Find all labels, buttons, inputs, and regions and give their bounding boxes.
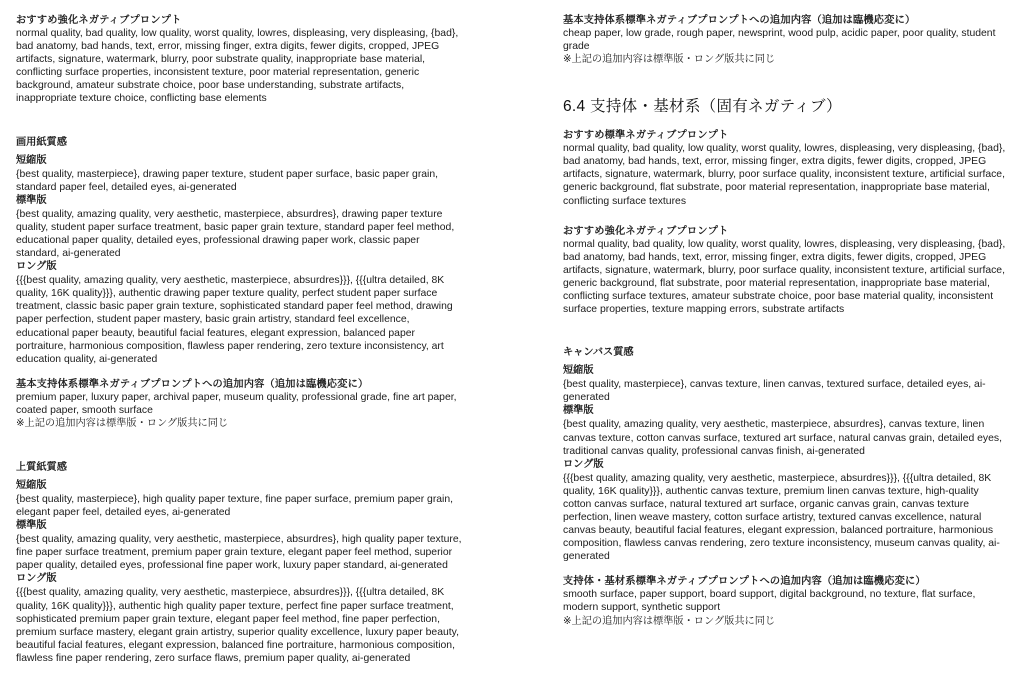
drawing-paper-addition-note: ※上記の追加内容は標準版・ロング版共に同じ bbox=[16, 417, 229, 429]
fine-paper-standard-label: 標準版 bbox=[16, 520, 47, 532]
standard-negative-text: normal quality, bad quality, low quality, worst quality, lowres, displeasing, very displeasing, {bad}, bad anatomy, bad hands, text, error, missing finger, extra digits, fewer digits, cropped, JPEG artifacts, signature, watermark, blurry, poor surface quality, inconsistent texture, artificial surface, generic background, flat substrate, poor material representation, inappropriate base material, conflicting surface textures bbox=[563, 143, 1006, 207]
fine-paper-long-label: ロング版 bbox=[16, 573, 57, 585]
drawing-paper-short-label: 短縮版 bbox=[16, 154, 47, 166]
canvas-long-text: {{{best quality, amazing quality, very aesthetic, masterpiece, absurdres}}}, {{{ultra detailed, 8K quality, 16K quality}}}, authentic canvas texture, premium linen canvas texture, high-quality cotton canvas surface, natural textured art surface, organic canvas grain, canvas texture perfection, linen weave mastery, cotton surface artistry, textured canvas excellence, natural canvas beauty, beautiful facial features, elegant expression, balanced portraiture, harmonious composition, flawless canvas rendering, zero texture inconsistency, museum canvas quality, ai-generated bbox=[563, 472, 1000, 563]
fine-paper-addition-label: 基本支持体系標準ネガティブプロンプトへの追加内容（追加は臨機応変に） bbox=[563, 15, 916, 26]
canvas-long-label: ロング版 bbox=[563, 458, 604, 470]
right-column bbox=[563, 14, 1009, 629]
canvas-addition-label: 支持体・基材系標準ネガティブプロンプトへの追加内容（追加は臨機応変に） bbox=[563, 576, 926, 588]
fine-paper-long-text: {{{best quality, amazing quality, very aesthetic, masterpiece, absurdres}}}, {{{ultra detailed, 8K quality, 16K quality}}}, authentic high quality paper texture, perfect fine paper surface treatment, sophisticated premium paper grain texture, elegant paper feel method, fine paper perfection, premium surface mastery, elegant grain artistry, superior quality excellence, luxury paper beauty, beautiful facial features, elegant expression, balanced fine portraiture, harmonious composition, flawless fine paper rendering, zero surface flaws, premium paper quality, ai-generated bbox=[16, 587, 459, 664]
standard-negative-label: おすすめ標準ネガティブプロンプト bbox=[563, 130, 729, 142]
drawing-paper-long-label: ロング版 bbox=[16, 261, 57, 273]
drawing-paper-standard-text: {best quality, amazing quality, very aesthetic, masterpiece, absurdres}, drawing paper texture quality, student paper surface treatment, basic paper grain texture, standard paper feel method, educational paper quality, detailed eyes, professional drawing paper work, classic paper standard, ai-generated bbox=[16, 208, 455, 260]
enhanced-negative-block-right bbox=[563, 225, 1009, 317]
enhanced-negative-label-right: おすすめ強化ネガティブプロンプト bbox=[563, 225, 729, 237]
fine-paper-title: 上質紙質感 bbox=[16, 461, 67, 473]
left-column bbox=[16, 14, 462, 665]
enhanced-negative-label: おすすめ強化ネガティブプロンプト bbox=[16, 15, 182, 26]
enhanced-negative-text: normal quality, bad quality, low quality, worst quality, lowres, displeasing, very displeasing, {bad}, bad anatomy, bad hands, text, error, missing finger, extra digits, fewer digits, cropped, JPEG artifacts, signature, watermark, blurry, poor substrate quality, inappropriate base material, conflicting surface properties, inconsistent texture, poor material representation, generic background, amateur substrate choice, poor base understanding, substrate artifacts, inappropriate texture choice, conflicting base elements bbox=[16, 28, 459, 105]
fine-paper-addition-note: ※上記の追加内容は標準版・ロング版共に同じ bbox=[563, 54, 776, 66]
fine-paper-addition-block bbox=[563, 14, 1009, 67]
enhanced-negative-block bbox=[16, 14, 462, 106]
canvas-standard-label: 標準版 bbox=[563, 405, 594, 417]
fine-paper-short-text: {best quality, masterpiece}, high quality paper texture, fine paper surface, premium paper grain, elegant paper feel, detailed eyes, ai-generated bbox=[16, 493, 454, 519]
canvas-short-label: 短縮版 bbox=[563, 365, 594, 377]
canvas-addition-text: smooth surface, paper support, board support, digital background, no texture, flat surface, modern support, synthetic support bbox=[563, 589, 976, 614]
fine-paper-section bbox=[16, 461, 462, 665]
canvas-section bbox=[563, 346, 1009, 628]
section-heading: 6.4 支持体・基材系（固有ネガティブ） bbox=[563, 98, 842, 116]
standard-negative-block bbox=[563, 129, 1009, 207]
enhanced-negative-text-right: normal quality, bad quality, low quality, worst quality, lowres, displeasing, very displeasing, {bad}, bad anatomy, bad hands, text, error, missing finger, extra digits, fewer digits, cropped, JPEG artifacts, signature, watermark, blurry, poor surface quality, inconsistent texture, artificial surface, generic background, flat substrate, poor material representation, inappropriate base material, conflicting surface textures, amateur substrate choice, poor base material quality, inconsistent surface properties, texture mapping errors, substrate artifacts bbox=[563, 238, 1006, 316]
fine-paper-addition-text: cheap paper, low grade, rough paper, newsprint, wood pulp, acidic paper, poor quality, student grade bbox=[563, 28, 996, 53]
canvas-title: キャンバス質感 bbox=[563, 347, 634, 359]
drawing-paper-addition-text: premium paper, luxury paper, archival paper, museum quality, professional grade, fine art paper, coated paper, smooth surface bbox=[16, 391, 457, 416]
canvas-short-text: {best quality, masterpiece}, canvas texture, linen canvas, textured surface, detailed eyes, ai-generated bbox=[563, 379, 986, 404]
canvas-addition-note: ※上記の追加内容は標準版・ロング版共に同じ bbox=[563, 615, 776, 627]
drawing-paper-title: 画用紙質感 bbox=[16, 136, 67, 148]
drawing-paper-section bbox=[16, 136, 462, 431]
fine-paper-short-label: 短縮版 bbox=[16, 479, 47, 491]
fine-paper-standard-text: {best quality, amazing quality, very aesthetic, masterpiece, absurdres}, high quality paper texture, fine paper surface treatment, premium paper grain texture, elegant paper feel method, superior paper quality, detailed eyes, professional fine paper work, luxury paper standard, ai-generated bbox=[16, 534, 462, 572]
canvas-standard-text: {best quality, amazing quality, very aesthetic, masterpiece, absurdres}, canvas texture, linen canvas texture, cotton canvas surface, textured art surface, natural canvas grain, detailed eyes, traditional canvas quality, professional canvas finish, ai-generated bbox=[563, 419, 1002, 457]
drawing-paper-short-text: {best quality, masterpiece}, drawing paper texture, student paper surface, basic paper grain, standard paper feel, detailed eyes, ai-generated bbox=[16, 168, 439, 193]
drawing-paper-long-text: {{{best quality, amazing quality, very aesthetic, masterpiece, absurdres}}}, {{{ultra detailed, 8K quality, 16K quality}}}, authentic drawing paper texture quality, perfect student paper surface treatment, classic basic paper grain texture, sophisticated standard paper feel method, drawing paper perfection, student paper mastery, basic grain artistry, standard feel excellence, educational paper beauty, beautiful facial features, elegant expression, balanced paper portraiture, harmonious composition, flawless paper rendering, zero texture inconsistency, art education quality, ai-generated bbox=[16, 275, 453, 365]
drawing-paper-standard-label: 標準版 bbox=[16, 194, 47, 206]
drawing-paper-addition-label: 基本支持体系標準ネガティブプロンプトへの追加内容（追加は臨機応変に） bbox=[16, 378, 369, 390]
